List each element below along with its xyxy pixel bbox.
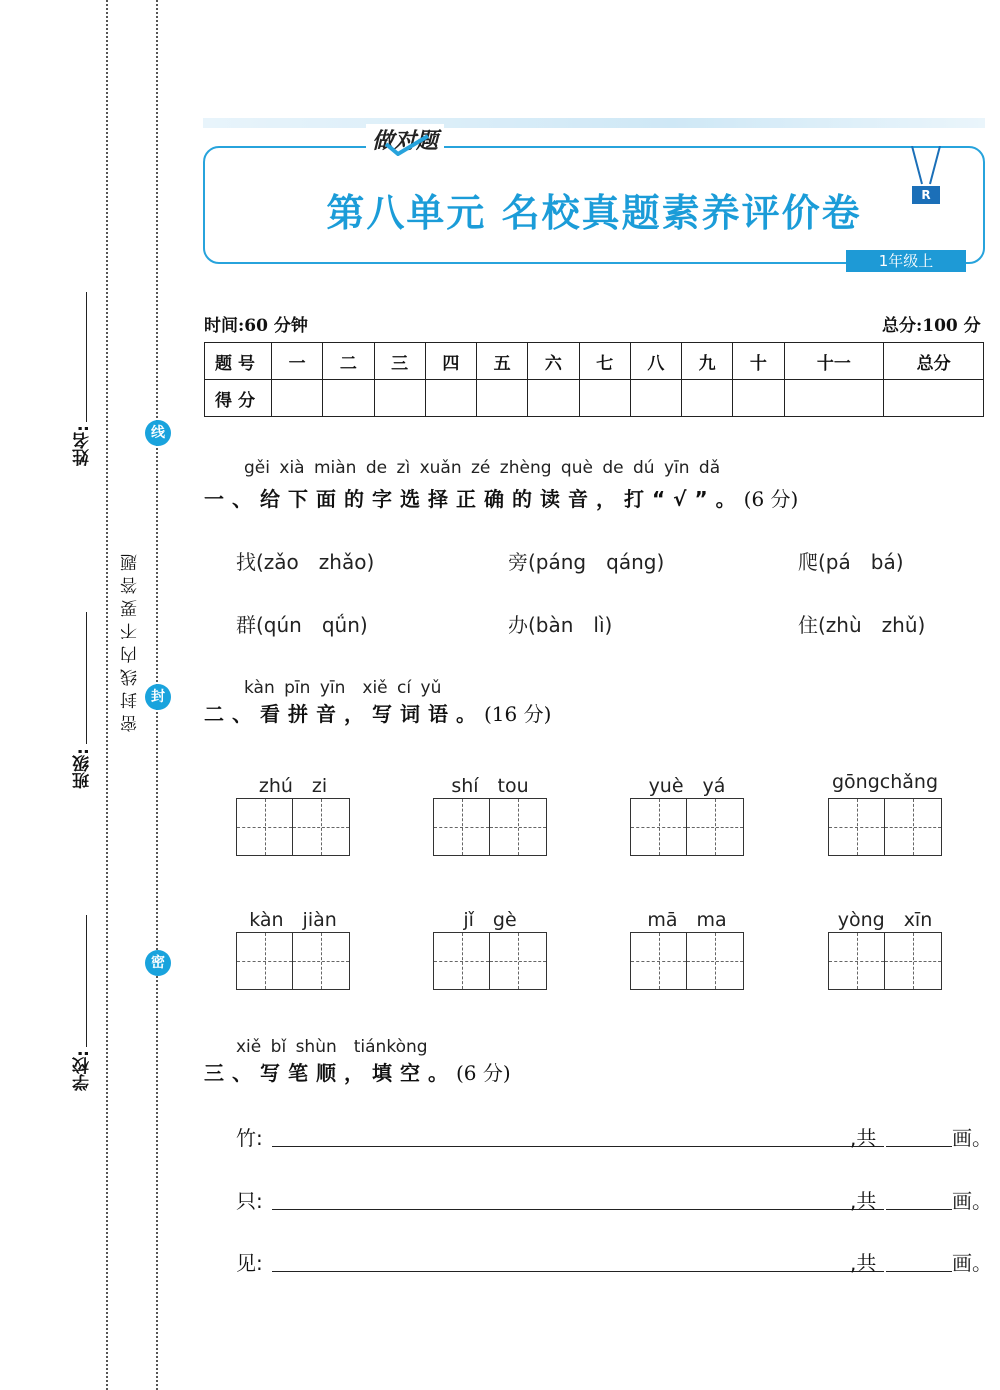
q1-item[interactable]: 旁(páng qáng) <box>508 550 665 574</box>
stroke-char: 见: <box>236 1251 263 1275</box>
score-input-cell[interactable] <box>425 380 476 417</box>
q2-score: (16 分) <box>484 702 552 726</box>
name-line[interactable] <box>86 292 87 422</box>
seal-mark-seal: 封 <box>145 684 171 710</box>
stroke-order-blank[interactable] <box>272 1271 884 1272</box>
table-cell: 题号 <box>205 343 272 380</box>
score-input-cell[interactable] <box>374 380 425 417</box>
class-line[interactable] <box>86 612 87 744</box>
ribbon-icon <box>908 146 944 188</box>
seal-mark-secret: 密 <box>145 950 171 976</box>
writing-grid[interactable] <box>828 932 942 990</box>
stroke-char: 竹: <box>236 1126 263 1150</box>
writing-grid[interactable] <box>828 798 942 856</box>
word-pinyin: shí tou <box>451 775 529 797</box>
table-cell: 八 <box>630 343 681 380</box>
word-pinyin: kàn jiàn <box>249 909 337 931</box>
binding-dotted-line-inner <box>106 0 108 1390</box>
table-cell: 十一 <box>784 343 884 380</box>
table-cell: 十 <box>733 343 784 380</box>
grade-tag: 1年级上 <box>846 250 966 272</box>
stroke-order-row <box>236 1247 992 1277</box>
score-table <box>204 342 984 417</box>
q3-pinyin: xiě bǐ shùn tiánkòng <box>236 1037 428 1057</box>
brand-logo: 做对题 <box>366 124 444 155</box>
stroke-count-blank[interactable] <box>886 1209 952 1210</box>
table-cell: 三 <box>374 343 425 380</box>
writing-grid[interactable] <box>630 798 744 856</box>
stroke-count-blank[interactable] <box>886 1271 952 1272</box>
banner-top-strip <box>203 118 985 128</box>
table-cell: 九 <box>682 343 733 380</box>
writing-grid[interactable] <box>433 932 547 990</box>
score-input-cell[interactable] <box>477 380 528 417</box>
seal-mark-line: 线 <box>145 420 171 446</box>
stroke-order-row <box>236 1185 992 1215</box>
school-label: 学校: <box>73 1050 93 1091</box>
score-input-cell[interactable] <box>272 380 323 417</box>
writing-grid[interactable] <box>433 798 547 856</box>
school-line[interactable] <box>86 915 87 1047</box>
q1-item[interactable]: 爬(pá bá) <box>798 550 904 574</box>
score-input-cell[interactable] <box>784 380 884 417</box>
score-table-score-row <box>205 380 984 417</box>
table-cell: 七 <box>579 343 630 380</box>
checkmark-icon <box>384 134 430 156</box>
stroke-count-blank[interactable] <box>886 1146 952 1147</box>
q1-score: (6 分) <box>743 487 799 511</box>
stroke-count-prefix: ,共 <box>850 1126 877 1150</box>
table-cell: 四 <box>425 343 476 380</box>
class-label: 班级: <box>73 748 93 789</box>
time-limit: 时间:60 分钟 <box>204 316 308 336</box>
table-cell: 二 <box>323 343 374 380</box>
stroke-count-suffix: 画。 <box>952 1251 992 1275</box>
stroke-order-blank[interactable] <box>272 1209 884 1210</box>
q2-pinyin: kàn pīn yīn xiě cí yǔ <box>244 678 442 698</box>
stroke-order-row <box>236 1122 992 1152</box>
q3-score: (6 分) <box>456 1061 511 1085</box>
q1-item[interactable]: 办(bàn lì) <box>508 613 613 637</box>
writing-grid[interactable] <box>236 798 350 856</box>
page-title: 第八单元 名校真题素养评价卷 <box>326 191 862 235</box>
table-cell: 一 <box>272 343 323 380</box>
q1-title: 一、给下面的字选择正确的读音，打“√”。(6 分) <box>204 487 799 511</box>
score-input-cell[interactable] <box>884 380 984 417</box>
word-pinyin: jǐ gè <box>463 909 517 931</box>
table-cell: 五 <box>477 343 528 380</box>
word-pinyin: gōngchǎng <box>831 771 939 793</box>
q2-title: 二、看拼音，写词语。(16 分) <box>204 702 552 726</box>
stroke-count-suffix: 画。 <box>952 1126 992 1150</box>
q3-title: 三、写笔顺，填空。(6 分) <box>204 1061 511 1085</box>
q1-item[interactable]: 找(zǎo zhǎo) <box>236 550 375 574</box>
word-pinyin: yòng xīn <box>837 909 933 931</box>
stroke-count-prefix: ,共 <box>850 1251 877 1275</box>
stroke-char: 只: <box>236 1189 263 1213</box>
word-pinyin: mā ma <box>647 909 727 931</box>
q1-pinyin: gěi xià miàn de zì xuǎn zé zhèng què de dú yīn dǎ <box>244 458 721 478</box>
score-input-cell[interactable] <box>682 380 733 417</box>
table-cell: 总分 <box>884 343 984 380</box>
q1-item[interactable]: 住(zhù zhǔ) <box>798 613 926 637</box>
publisher-badge: R <box>912 186 940 204</box>
writing-grid[interactable] <box>630 932 744 990</box>
total-score: 总分:100 分 <box>882 316 981 336</box>
score-input-cell[interactable] <box>579 380 630 417</box>
binding-notice: 密封线内不要答题 <box>121 548 141 732</box>
stroke-order-blank[interactable] <box>272 1146 884 1147</box>
writing-grid[interactable] <box>236 932 350 990</box>
name-label: 姓名: <box>73 425 93 466</box>
q1-item[interactable]: 群(qún qǘn) <box>236 613 368 637</box>
score-input-cell[interactable] <box>323 380 374 417</box>
stroke-count-suffix: 画。 <box>952 1189 992 1213</box>
score-input-cell[interactable] <box>528 380 579 417</box>
table-cell: 六 <box>528 343 579 380</box>
score-table-header-row <box>205 343 984 380</box>
word-pinyin: yuè yá <box>648 775 726 797</box>
stroke-count-prefix: ,共 <box>850 1189 877 1213</box>
score-input-cell[interactable] <box>630 380 681 417</box>
score-input-cell[interactable] <box>733 380 784 417</box>
word-pinyin: zhú zi <box>258 775 328 797</box>
table-cell: 得分 <box>205 380 272 417</box>
